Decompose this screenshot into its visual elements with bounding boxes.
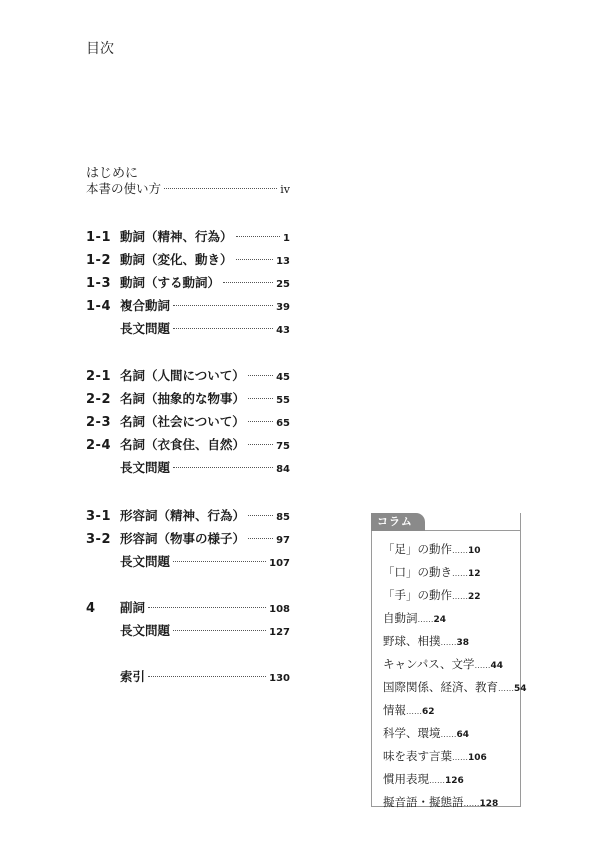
column-item-leader: …… (406, 707, 422, 716)
column-item-label: 国際関係、経済、教育 (383, 680, 498, 694)
column-item-label: 慣用表現 (383, 772, 429, 786)
toc-entry-page: 107 (269, 558, 290, 569)
dot-leader (248, 397, 273, 399)
column-item-leader: …… (474, 661, 491, 670)
toc-entry-label: 動詞（変化、動き） (120, 252, 233, 267)
toc-entry[interactable] (86, 317, 290, 340)
toc-entry-page: 43 (276, 325, 290, 336)
column-item[interactable] (383, 768, 527, 791)
column-item-leader: …… (452, 592, 468, 601)
column-item-label: 自動詞 (383, 611, 418, 625)
toc-entry-page: 75 (276, 441, 290, 452)
column-item[interactable] (383, 538, 527, 561)
toc-entry-label: 形容詞（精神、行為） (120, 508, 246, 523)
toc-entry-label: 長文問題 (120, 460, 171, 475)
column-list (383, 538, 527, 814)
toc-entry[interactable] (86, 456, 290, 479)
column-item-page: 24 (433, 615, 447, 625)
column-item-leader: …… (440, 730, 457, 739)
toc-entry[interactable] (86, 294, 290, 317)
toc-entry-page: 108 (269, 604, 290, 615)
toc-entry-page: 85 (276, 512, 290, 523)
page-title: 目次 (86, 41, 114, 57)
toc-entry-label: 名詞（社会について） (120, 414, 245, 429)
toc-entry-number: 3-1 (86, 509, 111, 524)
column-item-leader: …… (463, 799, 480, 808)
toc-entry-page: 1 (283, 233, 290, 244)
toc-intro-section (86, 177, 290, 200)
toc-entry-label: 副詞 (120, 600, 146, 615)
column-item[interactable] (383, 561, 527, 584)
column-item-page: 10 (468, 546, 481, 556)
toc-entry-page: iv (280, 183, 290, 196)
toc-entry-page: 55 (276, 395, 290, 406)
dot-leader (173, 629, 266, 631)
column-item-leader: …… (452, 569, 468, 578)
column-tab: コラム (371, 513, 425, 531)
dot-leader (164, 187, 277, 189)
toc-entry-number: 1-3 (86, 276, 111, 291)
toc-entry[interactable] (86, 364, 290, 387)
toc-entry-page: 65 (276, 418, 290, 429)
toc-entry-label: 動詞（する動詞） (120, 275, 221, 290)
toc-entry[interactable] (86, 271, 290, 294)
column-item-label: 擬音語・擬態語 (383, 795, 464, 809)
toc-entry[interactable] (86, 225, 290, 248)
toc-entry[interactable] (86, 410, 290, 433)
toc-entry[interactable] (86, 387, 290, 410)
column-item-leader: …… (417, 615, 434, 624)
column-item-label: キャンパス、文学 (383, 657, 475, 671)
toc-entry-label: 形容詞（物事の様子） (120, 531, 246, 546)
toc-entry-number: 4 (86, 601, 96, 616)
dot-leader (173, 466, 273, 468)
column-item-leader: …… (440, 638, 457, 647)
toc-entry-label: 本書の使い方 (86, 181, 162, 196)
column-item[interactable] (383, 699, 527, 722)
column-item-label: 科学、環境 (383, 726, 441, 740)
toc-entry-page: 39 (276, 302, 290, 313)
toc-entry-page: 127 (269, 627, 290, 638)
toc-entry[interactable] (86, 665, 290, 688)
column-item-page: 64 (456, 730, 470, 740)
column-item-leader: …… (429, 776, 445, 785)
column-item-page: 54 (514, 684, 527, 694)
toc-entry-label: 名詞（人間について） (120, 368, 245, 383)
dot-leader (248, 514, 273, 516)
toc-entry-page: 97 (276, 535, 290, 546)
toc-entry-page: 84 (276, 464, 290, 475)
toc-entry-label: 名詞（抽象的な物事） (120, 391, 246, 406)
column-item-leader: …… (498, 684, 514, 693)
column-item-label: 野球、相撲 (383, 634, 441, 648)
dot-leader (223, 281, 273, 283)
column-item-page: 126 (445, 776, 464, 786)
toc-entry[interactable] (86, 527, 290, 550)
dot-leader (148, 606, 266, 608)
toc-entry-number: 1-4 (86, 299, 111, 314)
toc-entry-label: 索引 (120, 669, 146, 684)
toc-entry-label: 名詞（衣食住、自然） (120, 437, 246, 452)
toc-entry[interactable] (86, 619, 290, 642)
dot-leader (248, 374, 273, 376)
toc-entry[interactable] (86, 248, 290, 271)
toc-entry-number: 1-2 (86, 253, 111, 268)
column-item[interactable] (383, 722, 527, 745)
toc-entry[interactable] (86, 433, 290, 456)
dot-leader (148, 675, 266, 677)
column-item[interactable] (383, 630, 527, 653)
toc-entry-number: 1-1 (86, 230, 111, 245)
toc-chapter-1 (86, 225, 290, 340)
toc-entry-page: 45 (276, 372, 290, 383)
dot-leader (248, 443, 273, 445)
toc-entry-label: 動詞（精神、行為） (120, 229, 233, 244)
toc-entry-page: 25 (276, 279, 290, 290)
toc-entry-label: 長文問題 (120, 554, 171, 569)
dot-leader (173, 327, 273, 329)
toc-entry[interactable] (86, 504, 290, 527)
toc-entry-number: 2-2 (86, 392, 111, 407)
column-item[interactable] (383, 791, 527, 814)
column-item[interactable] (383, 607, 527, 630)
column-item[interactable] (383, 745, 527, 768)
column-divider (425, 530, 521, 531)
dot-leader (236, 235, 281, 237)
toc-entry[interactable] (86, 596, 290, 619)
column-item-page: 38 (456, 638, 470, 648)
column-item-label: 「口」の動き (383, 565, 452, 579)
toc-entry[interactable] (86, 177, 290, 200)
dot-leader (173, 560, 266, 562)
column-item-label: 「足」の動作 (383, 542, 452, 556)
column-item[interactable] (383, 676, 527, 699)
toc-entry-page: 130 (269, 673, 290, 684)
toc-entry[interactable] (86, 550, 290, 573)
column-item-label: 情報 (383, 703, 406, 717)
toc-entry-number: 2-3 (86, 415, 111, 430)
column-item[interactable] (383, 584, 527, 607)
column-item[interactable] (383, 653, 527, 676)
toc-entry-label: 複合動詞 (120, 298, 171, 313)
column-item-label: 「手」の動作 (383, 588, 452, 602)
column-item-leader: …… (452, 753, 468, 762)
toc-entry-number: 3-2 (86, 532, 111, 547)
toc-chapter-2 (86, 364, 290, 479)
column-item-page: 12 (468, 569, 481, 579)
column-item-label: 味を表す言葉 (383, 749, 452, 763)
dot-leader (236, 258, 274, 260)
column-item-leader: …… (452, 546, 468, 555)
toc-entry-number: 2-4 (86, 438, 111, 453)
toc-index-section (86, 665, 290, 688)
toc-entry-page: 13 (276, 256, 290, 267)
dot-leader (248, 420, 273, 422)
dot-leader (248, 537, 273, 539)
column-item-page: 22 (468, 592, 481, 602)
intro-heading: はじめに (86, 166, 139, 181)
column-item-page: 128 (479, 799, 499, 809)
column-item-page: 44 (490, 661, 504, 671)
column-item-page: 106 (468, 753, 487, 763)
column-item-page: 62 (422, 707, 435, 717)
dot-leader (173, 304, 273, 306)
toc-chapter-4 (86, 596, 290, 642)
toc-entry-label: 長文問題 (120, 321, 171, 336)
toc-entry-number: 2-1 (86, 369, 111, 384)
toc-entry-label: 長文問題 (120, 623, 171, 638)
toc-chapter-3 (86, 504, 290, 573)
